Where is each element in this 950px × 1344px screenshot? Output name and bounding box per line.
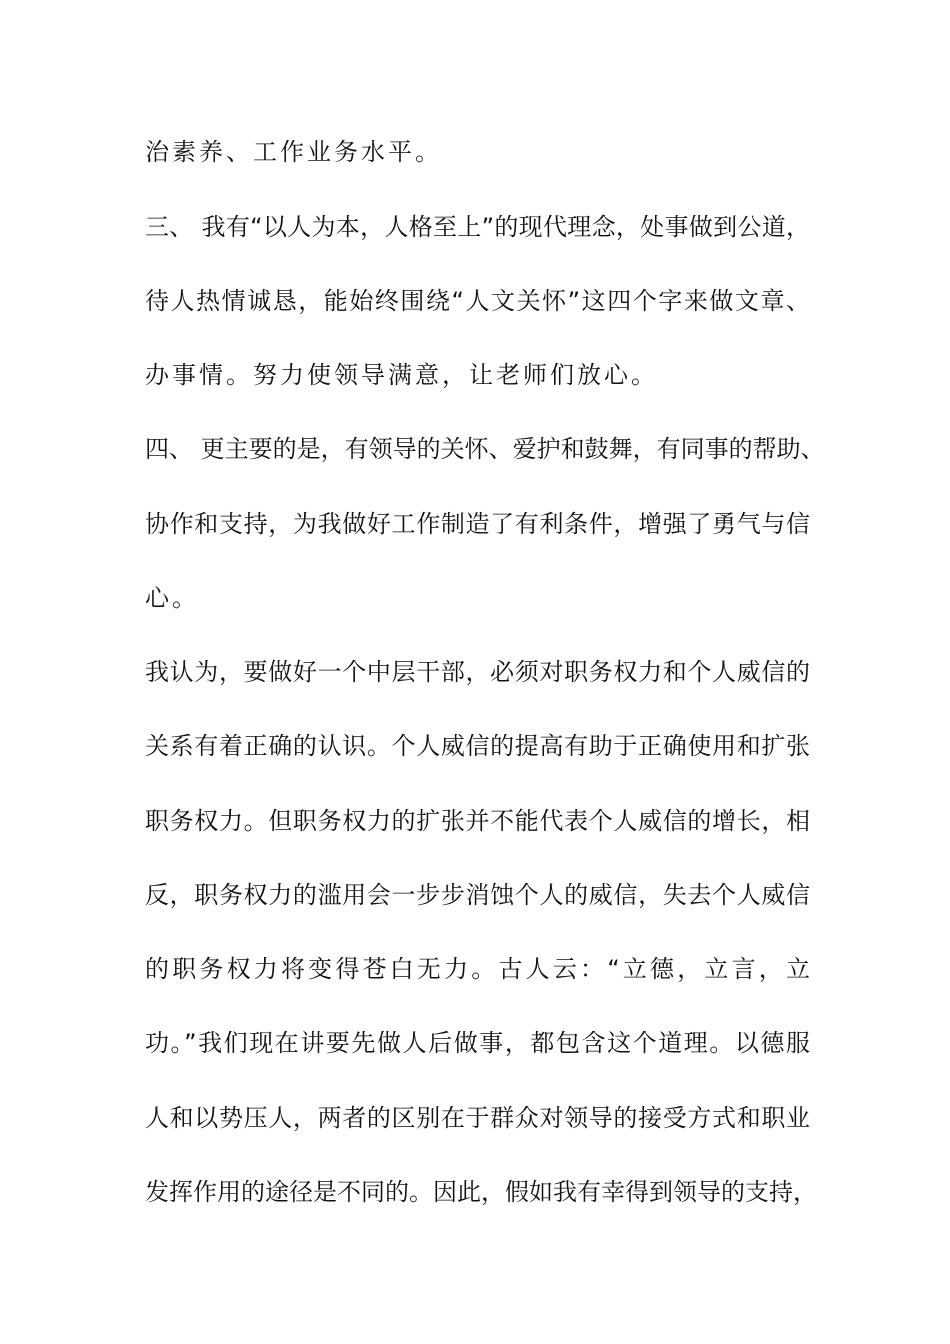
text-line: 协作和支持，为我做好工作制造了有利条件，增强了勇气与信	[145, 510, 810, 538]
text-line: 的职务权力将变得苍白无力。古人云：“立德，立言，立	[145, 955, 810, 983]
text-line: 治素养、工作业务水平。	[145, 138, 442, 166]
text-line: 待人热情诚恳，能始终围绕“人文关怀”这四个字来做文章、	[145, 287, 810, 315]
text-line: 办事情。努力使领导满意，让老师们放心。	[145, 361, 658, 389]
text-line: 人和以势压人，两者的区别在于群众对领导的接受方式和职业	[145, 1104, 810, 1132]
text-line: 反，职务权力的滥用会一步步消蚀个人的威信，失去个人威信	[145, 881, 810, 909]
text-line: 功。”我们现在讲要先做人后做事，都包含这个道理。以德服	[145, 1029, 810, 1057]
text-line: 心。	[145, 584, 199, 612]
text-line: 发挥作用的途径是不同的。因此，假如我有幸得到领导的支持，	[145, 1178, 817, 1206]
text-line: 三、 我有“以人为本，人格至上”的现代理念，处事做到公道，	[145, 213, 810, 241]
text-line: 四、 更主要的是，有领导的关怀、爱护和鼓舞，有同事的帮助、	[145, 435, 825, 463]
text-line: 我认为，要做好一个中层干部，必须对职务权力和个人威信的	[145, 658, 810, 686]
text-line: 职务权力。但职务权力的扩张并不能代表个人威信的增长，相	[145, 807, 810, 835]
text-line: 关系有着正确的认识。个人威信的提高有助于正确使用和扩张	[145, 732, 810, 760]
